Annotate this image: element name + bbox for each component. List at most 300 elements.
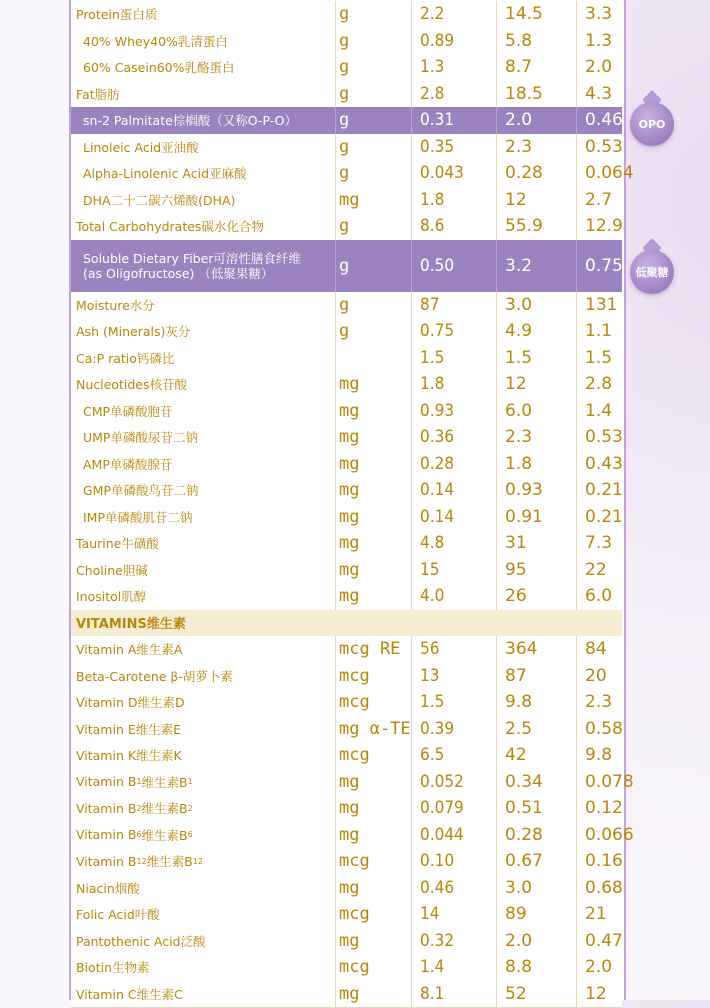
value-per-100g: 87	[505, 663, 527, 690]
column-divider	[411, 954, 412, 981]
value-per-100ml: 84	[585, 636, 607, 663]
nutrient-name: Folic Acid叶酸	[76, 901, 160, 928]
column-divider	[496, 557, 497, 584]
table-row	[71, 292, 622, 320]
unit-cell: mg	[339, 795, 359, 822]
table-row	[71, 318, 622, 346]
nutrient-name-line2: (as Oligofructose) （低聚果糖）	[83, 266, 273, 281]
column-divider	[496, 451, 497, 478]
column-divider	[411, 981, 412, 1008]
value-per-100g: 3.2	[505, 240, 532, 292]
column-divider	[411, 424, 412, 451]
value-per-100g: 2.0	[505, 928, 532, 955]
column-divider	[496, 371, 497, 398]
column-divider	[496, 318, 497, 345]
nutrient-name: Fat脂肪	[76, 81, 120, 108]
column-divider	[576, 187, 577, 214]
column-divider	[496, 583, 497, 610]
subscript: 1	[136, 777, 141, 786]
value-per-100ml: 0.16	[585, 848, 623, 875]
column-divider	[496, 901, 497, 928]
value-per-100g: 14.5	[505, 1, 543, 28]
value-per-100g: 6.0	[505, 398, 532, 425]
oligosaccharide-badge-label: 低聚糖	[636, 264, 669, 280]
value-per-100g: 1.8	[505, 451, 532, 478]
table-row	[71, 848, 622, 876]
value-per-100kcal: 8.6	[420, 213, 444, 240]
nutrient-name-cn: 维生素B	[142, 773, 188, 791]
table-row	[71, 716, 622, 744]
value-per-100ml: 21	[585, 901, 607, 928]
column-divider	[335, 424, 336, 451]
column-divider	[496, 795, 497, 822]
nutrient-name: Alpha-Linolenic Acid亚麻酸	[83, 160, 247, 187]
value-per-100kcal: 2.2	[420, 1, 444, 28]
column-divider	[576, 689, 577, 716]
value-per-100kcal: 4.0	[420, 583, 444, 610]
column-divider	[411, 292, 412, 319]
value-per-100kcal: 1.4	[420, 954, 444, 981]
nutrient-name: Linoleic Acid亚油酸	[83, 134, 199, 161]
value-per-100g: 9.8	[505, 689, 532, 716]
value-per-100g: 31	[505, 530, 527, 557]
unit-cell: mcg	[339, 742, 370, 769]
unit-cell: mg	[339, 477, 359, 504]
table-row	[71, 636, 622, 664]
nutrient-name: Choline胆碱	[76, 557, 148, 584]
column-divider	[411, 901, 412, 928]
column-divider	[411, 636, 412, 663]
value-per-100g: 0.34	[505, 769, 543, 796]
unit-cell: mg	[339, 424, 359, 451]
value-per-100kcal: 0.39	[420, 716, 454, 743]
unit-cell: mcg	[339, 848, 370, 875]
column-divider	[576, 769, 577, 796]
subscript: 1	[188, 777, 193, 786]
column-divider	[576, 742, 577, 769]
value-per-100kcal: 1.8	[420, 371, 444, 398]
value-per-100ml: 0.47	[585, 928, 623, 955]
value-per-100kcal: 0.46	[420, 875, 454, 902]
column-divider	[411, 398, 412, 425]
column-divider	[411, 345, 412, 372]
column-divider	[576, 451, 577, 478]
column-divider	[335, 875, 336, 902]
subscript: 12	[136, 857, 146, 866]
value-per-100kcal: 56	[420, 636, 439, 663]
column-divider	[496, 81, 497, 108]
nutrient-name	[83, 240, 301, 292]
value-per-100kcal: 0.044	[420, 822, 464, 849]
column-divider	[335, 636, 336, 663]
column-divider	[335, 213, 336, 240]
table-row	[71, 240, 622, 293]
column-divider	[576, 557, 577, 584]
value-per-100kcal: 0.14	[420, 504, 454, 531]
value-per-100g: 0.28	[505, 160, 543, 187]
column-divider	[335, 689, 336, 716]
value-per-100g: 42	[505, 742, 527, 769]
column-divider	[411, 28, 412, 55]
value-per-100ml: 0.53	[585, 134, 623, 161]
value-per-100kcal: 0.052	[420, 769, 464, 796]
value-per-100g: 8.7	[505, 54, 532, 81]
value-per-100ml: 0.078	[585, 769, 634, 796]
value-per-100ml: 12.9	[585, 213, 623, 240]
unit-cell: mcg	[339, 954, 370, 981]
nutrient-name: Total Carbohydrates碳水化合物	[76, 213, 264, 240]
column-divider	[496, 742, 497, 769]
value-per-100kcal: 15	[420, 557, 439, 584]
table-row	[71, 530, 622, 558]
unit-cell: mg	[339, 504, 359, 531]
oligosaccharide-drop-badge	[630, 250, 674, 294]
column-divider	[335, 318, 336, 345]
value-per-100kcal: 4.8	[420, 530, 444, 557]
value-per-100kcal: 0.89	[420, 28, 454, 55]
column-divider	[496, 530, 497, 557]
table-row	[71, 424, 622, 452]
value-per-100g: 89	[505, 901, 527, 928]
nutrient-name: Pantothenic Acid泛酸	[76, 928, 205, 955]
value-per-100g: 0.28	[505, 822, 543, 849]
value-per-100ml: 7.3	[585, 530, 612, 557]
value-per-100ml: 0.53	[585, 424, 623, 451]
value-per-100g: 2.5	[505, 716, 532, 743]
table-row	[71, 213, 622, 241]
column-divider	[411, 504, 412, 531]
column-divider	[411, 1, 412, 28]
column-divider	[411, 689, 412, 716]
column-divider	[576, 240, 577, 292]
subscript: 12	[193, 857, 203, 866]
column-divider	[496, 398, 497, 425]
column-divider	[576, 981, 577, 1008]
column-divider	[576, 371, 577, 398]
unit-cell: mg	[339, 769, 359, 796]
column-divider	[411, 318, 412, 345]
nutrient-name: Niacin烟酸	[76, 875, 140, 902]
value-per-100kcal: 0.75	[420, 318, 454, 345]
nutrient-name-cn: 维生素B	[142, 826, 188, 844]
value-per-100ml: 0.066	[585, 822, 634, 849]
value-per-100ml: 1.4	[585, 398, 612, 425]
value-per-100g: 26	[505, 583, 527, 610]
column-divider	[576, 583, 577, 610]
nutrient-name	[76, 822, 193, 849]
unit-cell: g	[339, 1, 349, 28]
unit-cell: mcg	[339, 663, 370, 690]
column-divider	[576, 160, 577, 187]
value-per-100g: 0.91	[505, 504, 543, 531]
column-divider	[576, 530, 577, 557]
value-per-100g: 3.0	[505, 292, 532, 319]
column-divider	[335, 134, 336, 161]
value-per-100g: 18.5	[505, 81, 543, 108]
table-row	[71, 689, 622, 717]
nutrient-name: Protein蛋白质	[76, 1, 157, 28]
value-per-100kcal: 0.10	[420, 848, 454, 875]
table-row	[71, 954, 622, 982]
nutrient-name: Moisture水分	[76, 292, 155, 319]
column-divider	[335, 954, 336, 981]
unit-cell: mg	[339, 557, 359, 584]
column-divider	[335, 451, 336, 478]
table-row	[71, 875, 622, 903]
column-divider	[335, 848, 336, 875]
table-row	[71, 583, 622, 611]
column-divider	[335, 981, 336, 1008]
table-row	[71, 107, 622, 135]
unit-cell: mg	[339, 822, 359, 849]
column-divider	[496, 345, 497, 372]
nutrient-name: Vitamin D维生素D	[76, 689, 185, 716]
nutrient-name: DHA二十二碳六烯酸(DHA)	[83, 187, 235, 214]
unit-cell: mg	[339, 981, 359, 1008]
subscript: 2	[188, 804, 193, 813]
value-per-100kcal: 6.5	[420, 742, 444, 769]
column-divider	[576, 107, 577, 134]
column-divider	[335, 795, 336, 822]
column-divider	[576, 318, 577, 345]
nutrient-name: Vitamin K维生素K	[76, 742, 182, 769]
value-per-100g: 95	[505, 557, 527, 584]
column-divider	[576, 636, 577, 663]
value-per-100kcal: 8.1	[420, 981, 444, 1008]
column-divider	[576, 663, 577, 690]
column-divider	[335, 477, 336, 504]
nutrient-name-cn: 维生素B	[142, 799, 188, 817]
column-divider	[496, 424, 497, 451]
table-row	[71, 822, 622, 850]
nutrient-name	[76, 795, 193, 822]
column-divider	[576, 424, 577, 451]
column-divider	[411, 530, 412, 557]
value-per-100kcal: 13	[420, 663, 439, 690]
column-divider	[576, 875, 577, 902]
unit-cell: mg	[339, 875, 359, 902]
column-divider	[496, 107, 497, 134]
unit-cell: g	[339, 107, 349, 134]
column-divider	[411, 160, 412, 187]
value-per-100ml: 2.0	[585, 954, 612, 981]
value-per-100g: 3.0	[505, 875, 532, 902]
column-divider	[335, 371, 336, 398]
table-row	[71, 663, 622, 691]
table-row	[71, 981, 622, 1008]
table-row	[71, 1, 622, 29]
column-divider	[335, 928, 336, 955]
nutrient-name: Taurine牛磺酸	[76, 530, 159, 557]
column-divider	[411, 875, 412, 902]
table-row	[71, 477, 622, 505]
unit-cell: g	[339, 54, 349, 81]
nutrient-name: 40% Whey40%乳清蛋白	[83, 28, 228, 55]
column-divider	[335, 240, 336, 292]
column-divider	[335, 187, 336, 214]
table-row	[71, 451, 622, 479]
nutrient-name: Beta-Carotene β-胡萝卜素	[76, 663, 233, 690]
unit-cell: mg	[339, 530, 359, 557]
value-per-100ml: 20	[585, 663, 607, 690]
column-divider	[496, 292, 497, 319]
column-divider	[335, 901, 336, 928]
unit-cell: mg	[339, 187, 359, 214]
unit-cell: mg	[339, 583, 359, 610]
value-per-100g: 2.3	[505, 134, 532, 161]
nutrient-name: Ash (Minerals)灰分	[76, 318, 190, 345]
table-row	[71, 769, 622, 797]
column-divider	[496, 28, 497, 55]
nutrient-name	[76, 769, 193, 796]
column-divider	[335, 28, 336, 55]
column-divider	[335, 292, 336, 319]
unit-cell: mcg	[339, 901, 370, 928]
column-divider	[411, 477, 412, 504]
table-row	[71, 81, 622, 109]
column-divider	[576, 81, 577, 108]
column-divider	[411, 848, 412, 875]
value-per-100ml: 0.43	[585, 451, 623, 478]
unit-cell: g	[339, 213, 349, 240]
column-divider	[335, 716, 336, 743]
section-header-row	[71, 610, 622, 638]
column-divider	[496, 160, 497, 187]
value-per-100kcal: 0.32	[420, 928, 454, 955]
column-divider	[411, 371, 412, 398]
table-row	[71, 795, 622, 823]
value-per-100g: 5.8	[505, 28, 532, 55]
value-per-100ml: 3.3	[585, 1, 612, 28]
column-divider	[576, 1, 577, 28]
table-row	[71, 160, 622, 188]
value-per-100g: 55.9	[505, 213, 543, 240]
value-per-100kcal: 2.8	[420, 81, 444, 108]
value-per-100g: 0.51	[505, 795, 543, 822]
column-divider	[335, 54, 336, 81]
unit-cell: g	[339, 292, 349, 319]
column-divider	[496, 769, 497, 796]
column-divider	[335, 530, 336, 557]
value-per-100ml: 2.7	[585, 187, 612, 214]
column-divider	[335, 345, 336, 372]
value-per-100ml: 1.1	[585, 318, 612, 345]
nutrient-name: AMP单磷酸腺苷	[83, 451, 172, 478]
column-divider	[496, 187, 497, 214]
column-divider	[496, 716, 497, 743]
column-divider	[576, 901, 577, 928]
column-divider	[496, 689, 497, 716]
value-per-100kcal: 1.8	[420, 187, 444, 214]
nutrient-name-text: Vitamin B	[76, 827, 136, 842]
opo-drop-badge	[630, 102, 674, 146]
value-per-100ml: 12	[585, 981, 607, 1008]
column-divider	[496, 848, 497, 875]
value-per-100kcal: 0.50	[420, 240, 454, 292]
column-divider	[411, 822, 412, 849]
nutrient-name: Biotin生物素	[76, 954, 150, 981]
nutrient-name-cn: 维生素B	[147, 852, 193, 870]
column-divider	[576, 345, 577, 372]
nutrient-name: Vitamin E维生素E	[76, 716, 181, 743]
column-divider	[496, 928, 497, 955]
column-divider	[411, 716, 412, 743]
column-divider	[496, 134, 497, 161]
nutrient-name: IMP单磷酸肌苷二钠	[83, 504, 193, 531]
value-per-100g: 364	[505, 636, 537, 663]
column-divider	[496, 54, 497, 81]
nutrient-name: Vitamin C维生素C	[76, 981, 183, 1008]
table-row	[71, 742, 622, 770]
column-divider	[411, 240, 412, 292]
value-per-100kcal: 0.93	[420, 398, 454, 425]
unit-cell: g	[339, 160, 349, 187]
subscript: 2	[136, 804, 141, 813]
value-per-100ml: 1.3	[585, 28, 612, 55]
nutrient-name: Inositol肌醇	[76, 583, 146, 610]
column-divider	[411, 54, 412, 81]
nutrient-name-text: Vitamin B	[76, 854, 136, 869]
value-per-100g: 4.9	[505, 318, 532, 345]
table-row	[71, 371, 622, 399]
value-per-100g: 8.8	[505, 954, 532, 981]
column-divider	[576, 477, 577, 504]
column-divider	[576, 822, 577, 849]
value-per-100ml: 2.3	[585, 689, 612, 716]
value-per-100kcal: 0.31	[420, 107, 454, 134]
value-per-100ml: 0.12	[585, 795, 623, 822]
unit-cell: g	[339, 81, 349, 108]
column-divider	[335, 160, 336, 187]
column-divider	[335, 557, 336, 584]
column-divider	[576, 54, 577, 81]
column-divider	[496, 636, 497, 663]
nutrient-name: 60% Casein60%乳酪蛋白	[83, 54, 235, 81]
column-divider	[411, 583, 412, 610]
table-row	[71, 398, 622, 426]
column-divider	[576, 795, 577, 822]
unit-cell: g	[339, 134, 349, 161]
value-per-100ml: 0.21	[585, 477, 623, 504]
unit-cell: mg	[339, 928, 359, 955]
value-per-100g: 1.5	[505, 345, 532, 372]
column-divider	[576, 292, 577, 319]
column-divider	[576, 28, 577, 55]
unit-cell: mcg	[339, 689, 370, 716]
column-divider	[496, 981, 497, 1008]
value-per-100kcal: 14	[420, 901, 439, 928]
nutrient-name-text: Vitamin B	[76, 801, 136, 816]
unit-cell: mg	[339, 371, 359, 398]
column-divider	[335, 583, 336, 610]
unit-cell: mg	[339, 451, 359, 478]
value-per-100ml: 4.3	[585, 81, 612, 108]
value-per-100ml: 0.58	[585, 716, 623, 743]
column-divider	[496, 240, 497, 292]
nutrient-name: sn-2 Palmitate棕榈酸（又称O-P-O）	[83, 107, 297, 134]
column-divider	[411, 557, 412, 584]
value-per-100ml: 0.21	[585, 504, 623, 531]
value-per-100kcal: 0.043	[420, 160, 464, 187]
column-divider	[496, 875, 497, 902]
column-divider	[411, 451, 412, 478]
value-per-100g: 52	[505, 981, 527, 1008]
column-divider	[335, 504, 336, 531]
value-per-100kcal: 0.36	[420, 424, 454, 451]
column-divider	[411, 107, 412, 134]
nutrient-name: Ca:P ratio钙磷比	[76, 345, 174, 372]
column-divider	[335, 742, 336, 769]
